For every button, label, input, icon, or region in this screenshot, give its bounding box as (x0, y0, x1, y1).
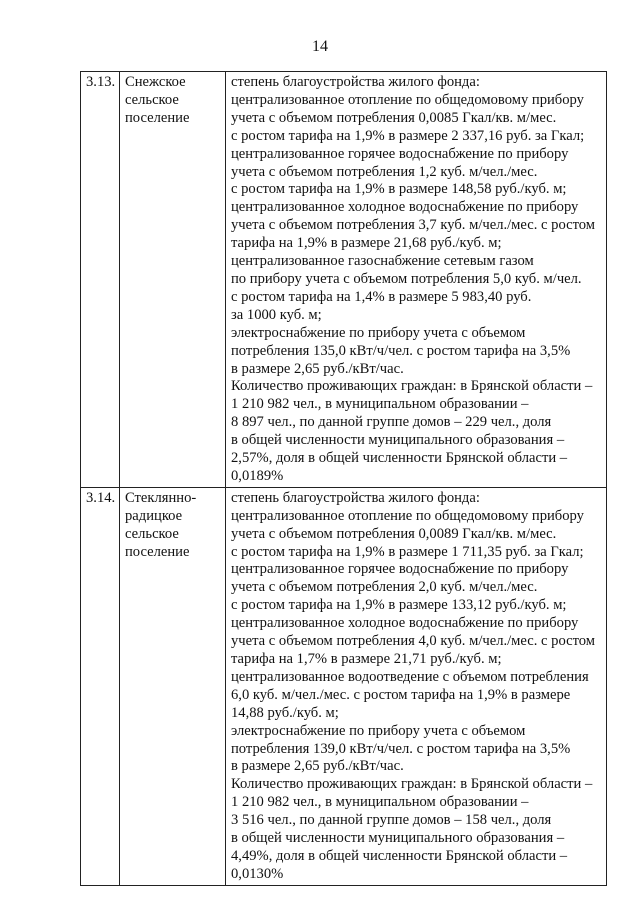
description-line: с ростом тарифа на 1,9% в размере 148,58 руб./куб. м; (231, 181, 567, 198)
row-number-cell: 3.14. (81, 487, 120, 885)
description-line: 3 516 чел., по данной группе домов – 158 чел., доля (231, 812, 552, 829)
settlement-name-line: поселение (125, 543, 190, 560)
description-line: 1 210 982 чел., в муниципальном образовании – (231, 396, 529, 413)
description-line: в размере 2,65 руб./кВт/час. (231, 360, 404, 377)
settlement-name-line: Стеклянно- (125, 489, 197, 506)
description-line: централизованное водоотведение с объемом потребления (231, 668, 589, 685)
description-line: централизованное газоснабжение сетевым газом (231, 253, 534, 270)
data-table (80, 71, 607, 886)
description-line: учета с объемом потребления 3,7 куб. м/чел./мес. с ростом (231, 217, 596, 234)
description-line: централизованное отопление по общедомовому прибору (231, 507, 584, 524)
description-line: потребления 139,0 кВт/ч/чел. с ростом тарифа на 3,5% (231, 740, 571, 757)
description-cell (226, 487, 607, 885)
description-line: электроснабжение по прибору учета с объемом (231, 722, 526, 739)
description-line: в общей численности муниципального образования – (231, 830, 565, 847)
description-cell (226, 72, 607, 488)
settlement-name-line: сельское (125, 525, 179, 542)
settlement-name-line: поселение (125, 109, 190, 126)
description-line: степень благоустройства жилого фонда: (231, 489, 480, 506)
description-line: централизованное холодное водоснабжение по прибору (231, 199, 579, 216)
description-line: учета с объемом потребления 4,0 куб. м/чел./мес. с ростом (231, 633, 596, 650)
row-number-cell: 3.13. (81, 72, 120, 488)
description-line: в общей численности муниципального образования – (231, 432, 565, 449)
description-line: 0,0130% (231, 865, 284, 882)
description-line: учета с объемом потребления 0,0089 Гкал/кв. м/мес. (231, 525, 557, 542)
description-line: учета с объемом потребления 1,2 куб. м/чел./мес. (231, 163, 538, 180)
description-line: с ростом тарифа на 1,9% в размере 1 711,35 руб. за Гкал; (231, 543, 584, 560)
description-line: централизованное горячее водоснабжение по прибору (231, 145, 569, 162)
description-line: по прибору учета с объемом потребления 5,0 куб. м/чел. (231, 270, 582, 287)
description-line: электроснабжение по прибору учета с объемом (231, 324, 526, 341)
description-line: 0,0189% (231, 467, 284, 484)
description-line: централизованное горячее водоснабжение по прибору (231, 561, 569, 578)
description-line: учета с объемом потребления 0,0085 Гкал/кв. м/мес. (231, 109, 557, 126)
settlement-name-line: Снежское (125, 74, 186, 90)
table-row (81, 487, 607, 885)
settlement-name-line: сельское (125, 91, 179, 108)
description-line: Количество проживающих граждан: в Брянской области – (231, 378, 593, 395)
description-line: 6,0 куб. м/чел./мес. с ростом тарифа на 1,9% в размере (231, 686, 571, 703)
description-line: 14,88 руб./куб. м; (231, 704, 339, 721)
description-line: с ростом тарифа на 1,9% в размере 2 337,16 руб. за Гкал; (231, 127, 585, 144)
description-line: степень благоустройства жилого фонда: (231, 74, 480, 90)
table-body (81, 72, 607, 886)
description-line: учета с объемом потребления 2,0 куб. м/чел./мес. (231, 579, 538, 596)
description-line: централизованное отопление по общедомовому прибору (231, 91, 584, 108)
description-line: Количество проживающих граждан: в Брянской области – (231, 776, 593, 793)
description-line: тарифа на 1,7% в размере 21,71 руб./куб. м; (231, 651, 502, 667)
settlement-name-cell (120, 72, 226, 488)
description-line: 1 210 982 чел., в муниципальном образовании – (231, 794, 529, 811)
description-line: с ростом тарифа на 1,9% в размере 133,12 руб./куб. м; (231, 597, 567, 614)
page-number: 14 (312, 38, 328, 55)
description-line: тарифа на 1,9% в размере 21,68 руб./куб. м; (231, 235, 502, 252)
description-line: за 1000 куб. м; (231, 306, 322, 323)
description-line: 4,49%, доля в общей численности Брянской области – (231, 847, 568, 864)
table-row (81, 72, 607, 488)
description-line: в размере 2,65 руб./кВт/час. (231, 758, 404, 775)
settlement-name-line: радицкое (125, 507, 183, 524)
description-line: потребления 135,0 кВт/ч/чел. с ростом тарифа на 3,5% (231, 342, 571, 359)
description-line: 8 897 чел., по данной группе домов – 229 чел., доля (231, 414, 552, 431)
description-line: с ростом тарифа на 1,4% в размере 5 983,40 руб. (231, 288, 532, 305)
settlement-name-cell (120, 487, 226, 885)
description-line: централизованное холодное водоснабжение по прибору (231, 615, 579, 632)
description-line: 2,57%, доля в общей численности Брянской области – (231, 450, 568, 467)
